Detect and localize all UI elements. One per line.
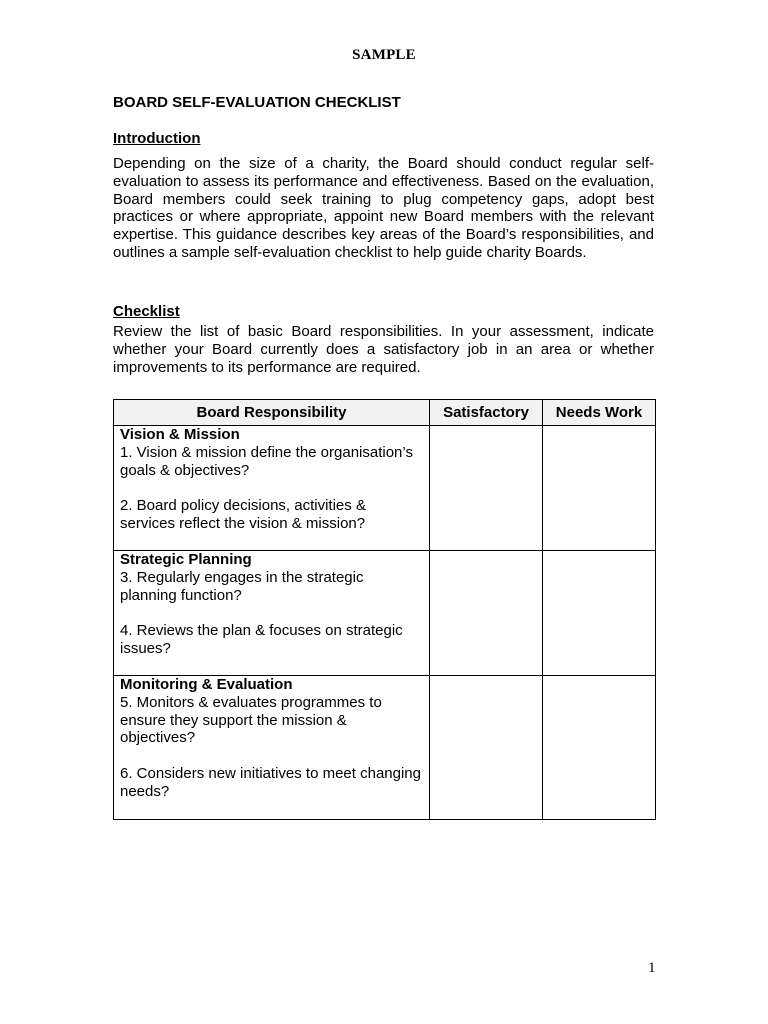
satisfactory-cell[interactable]	[430, 676, 543, 820]
question-text: 2. Board policy decisions, activities & services reflect the vision & mission?	[120, 497, 366, 532]
page-number: 1	[648, 960, 656, 976]
sample-label: SAMPLE	[352, 47, 416, 63]
question-text: 1. Vision & mission define the organisation’s goals & objectives?	[120, 443, 413, 479]
checklist-heading: Checklist	[113, 303, 180, 320]
needs-work-cell[interactable]	[543, 676, 656, 820]
responsibility-cell	[114, 551, 430, 676]
question-text: 3. Regularly engages in the strategic planning function?	[120, 568, 364, 604]
satisfactory-cell[interactable]	[430, 426, 543, 551]
satisfactory-cell[interactable]	[430, 551, 543, 676]
header-satisfactory: Satisfactory	[430, 400, 543, 426]
checklist-text: Review the list of basic Board responsibilities. In your assessment, indicate whether your Board currently does a satisfactory job in an area or whether improvements to its performance are required.	[113, 323, 654, 376]
responsibility-table	[113, 399, 656, 820]
section-title: Vision & Mission	[120, 426, 240, 443]
document-title: BOARD SELF-EVALUATION CHECKLIST	[113, 94, 401, 111]
question-text: 5. Monitors & evaluates programmes to ensure they support the mission & objectives?	[120, 693, 382, 747]
section-title: Strategic Planning	[120, 551, 252, 568]
table-header-row	[114, 400, 656, 426]
needs-work-cell[interactable]	[543, 551, 656, 676]
header-needs-work: Needs Work	[543, 400, 656, 426]
header-board-responsibility: Board Responsibility	[114, 400, 430, 426]
table-row	[114, 551, 656, 676]
section-title: Monitoring & Evaluation	[120, 676, 293, 693]
introduction-heading: Introduction	[113, 130, 201, 147]
needs-work-cell[interactable]	[543, 426, 656, 551]
question-text: 6. Considers new initiatives to meet changing needs?	[120, 764, 421, 800]
introduction-text: Depending on the size of a charity, the Board should conduct regular self-evaluation to assess its performance and effectiveness. Based on the evaluation, Board members could seek training to plug competency gaps, adopt best practices or where appropriate, appoint new Board members with the relevant expertise. This guidance describes key areas of the Board’s responsibilities, and outlines a sample self-evaluation checklist to help guide charity Boards.	[113, 155, 654, 261]
question-text: 4. Reviews the plan & focuses on strategic issues?	[120, 622, 403, 657]
responsibility-cell	[114, 676, 430, 820]
responsibility-cell	[114, 426, 430, 551]
table-row	[114, 676, 656, 820]
table-row	[114, 426, 656, 551]
